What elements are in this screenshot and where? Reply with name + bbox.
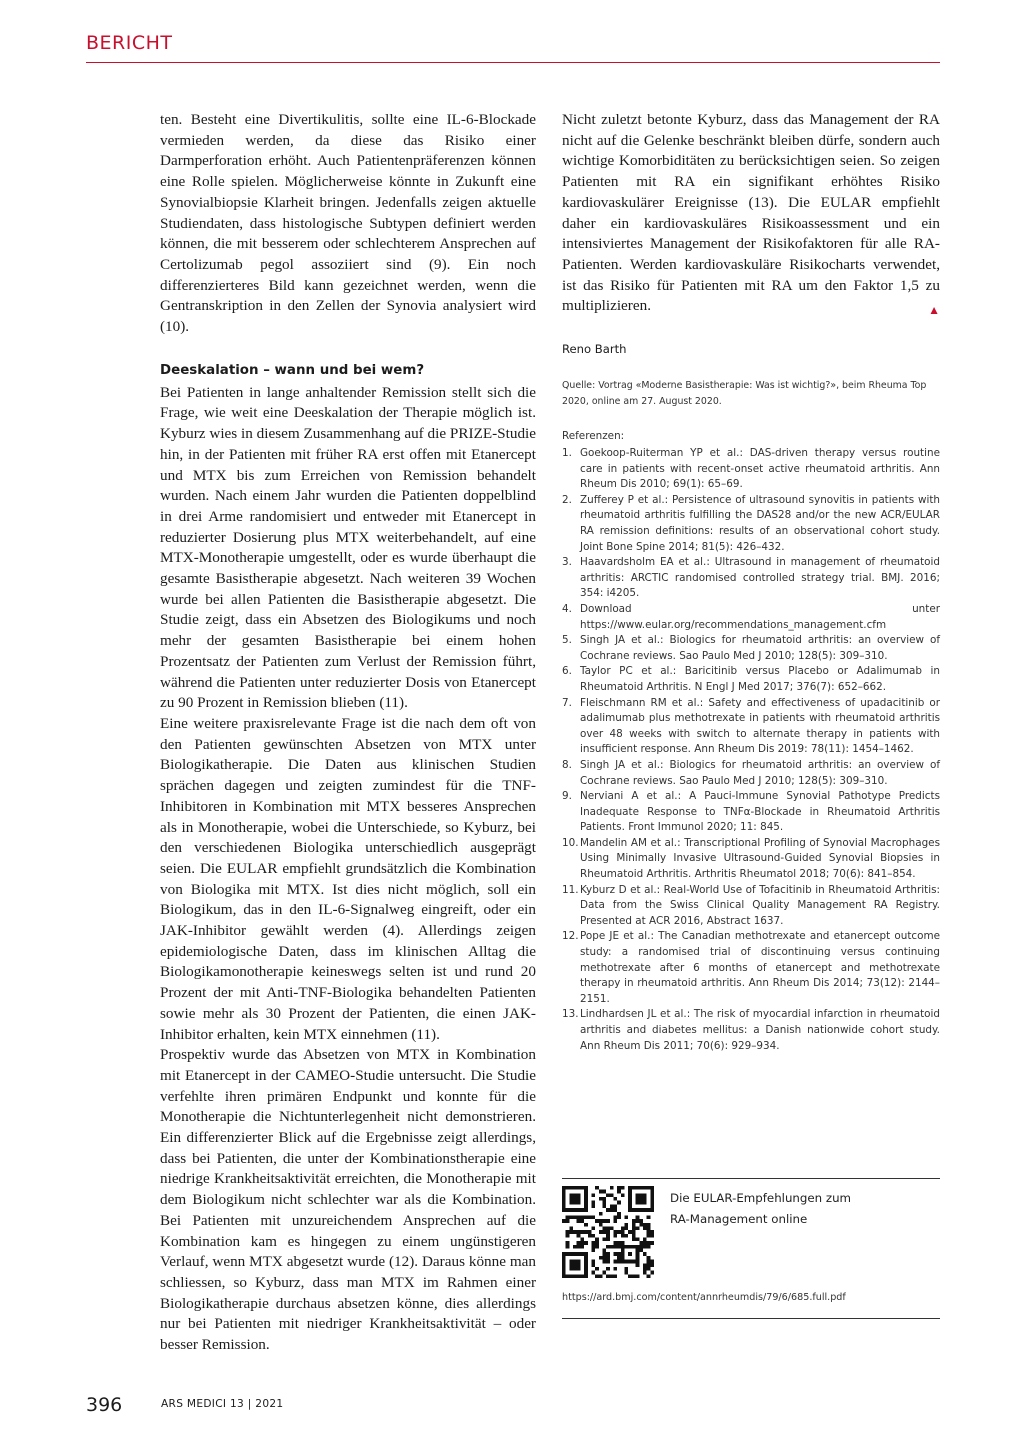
reference-number: 4. xyxy=(562,602,572,615)
reference-number: 7. xyxy=(562,696,572,709)
closing-paragraph xyxy=(562,110,940,317)
reference-item xyxy=(562,633,940,664)
right-column xyxy=(562,110,940,1054)
qr-url-link[interactable]: https://ard.bmj.com/content/annrheumdis/79/6/685.full.pdf xyxy=(562,1292,846,1303)
reference-text: Download unter https://www.eular.org/recommendations_management.cfm xyxy=(580,602,940,631)
reference-item xyxy=(562,446,940,493)
end-triangle-icon: ▲ xyxy=(928,303,940,318)
reference-text: Haavardsholm EA et al.: Ultrasound in management of rheumatoid arthritis: ARCTIC randomised controlled strategy trial. BMJ. 2016; 354: i4205. xyxy=(580,556,940,600)
reference-number: 2. xyxy=(562,493,572,506)
reference-number: 3. xyxy=(562,556,572,569)
header-divider xyxy=(86,62,940,63)
reference-text: Lindhardsen JL et al.: The risk of myocardial infarction in rheumatoid arthritis and diabetes mellitus: a Danish nationwide cohort study. Ann Rheum Dis 2011; 70(6): 929–934. xyxy=(580,1008,940,1052)
qr-code-icon[interactable] xyxy=(562,1186,654,1278)
page-number: 396 xyxy=(86,1394,123,1416)
references-heading: Referenzen: xyxy=(562,430,625,443)
reference-text: Singh JA et al.: Biologics for rheumatoid arthritis: an overview of Cochrane reviews. Sao Paulo Med J 2010; 128(5): 309–310. xyxy=(580,758,940,787)
reference-number: 10. xyxy=(562,836,579,849)
reference-item xyxy=(562,602,940,633)
qr-caption-line-1: Die EULAR-Empfehlungen zum xyxy=(670,1191,852,1205)
reference-number: 13. xyxy=(562,1008,579,1021)
reference-item xyxy=(562,664,940,695)
reference-text: Zufferey P et al.: Persistence of ultrasound synovitis in patients with rheumatoid arthritis fulfilling the DAS28 and/or the new ACR/EULAR RA remission definitions: results of an observational cohort study. Joint Bone Spine 2014; 81(5): 426–432. xyxy=(580,493,940,553)
paragraph-1: ten. Besteht eine Divertikulitis, sollte eine IL-6-Blockade vermieden werden, da diese das Risiko einer Darmperforation erhöht. Auch Patientenpräferenzen können eine Rolle spielen. Möglicherweise könnte in Zukunft eine Synovialbiopsie Klarheit bringen. Jedenfalls zeigen aktuelle Studiendaten, dass histologische Subtypen definiert werden können, die mit besserem oder schlechterem Ansprechen auf Certolizumab pegol assoziiert sind (9). Ein noch differenzierteres Bild kann gezeichnet werden, wenn die Gentranskription in den Zellen der Synovia analysiert wird (10). xyxy=(160,111,536,336)
reference-item xyxy=(562,555,940,602)
author: Reno Barth xyxy=(562,342,627,357)
reference-number: 1. xyxy=(562,447,572,460)
reference-text: Kyburz D et al.: Real-World Use of Tofacitinib in Rheumatoid Arthritis: Data from the Swiss Clinical Quality Management RA Registry. Presented at ACR 2016, Abstract 1637. xyxy=(580,883,940,927)
qr-caption xyxy=(670,1188,930,1230)
reference-item xyxy=(562,696,940,758)
reference-number: 8. xyxy=(562,758,572,771)
reference-text: Mandelin AM et al.: Transcriptional Profiling of Synovial Macrophages Using Minimally Invasive Ultrasound-Guided Synovial Biopsies in Rheumatoid Arthritis. Arthritis Rheumatol 2018; 70(6): 841–854. xyxy=(580,836,940,881)
left-column xyxy=(160,110,536,1356)
reference-item xyxy=(562,758,940,789)
section-heading: Deeskalation – wann und bei wem? xyxy=(160,362,425,378)
qr-box-top-rule xyxy=(562,1178,940,1179)
reference-number: 5. xyxy=(562,634,572,647)
paragraph-4: Prospektiv wurde das Absetzen von MTX in Kombination mit Etanercept in der CAMEO-Studie untersucht. Die Studie verfehlte ihren primären Endpunkt und konnte für die Monotherapie die Nichtunterlegenheit nicht demonstrieren. Ein differenzierter Blick auf die Ergebnisse zeigt allerdings, dass bei Patienten, die unter der Kombinationstherapie eine niedrige Krankheitsaktivität erreichten, die Monotherapie mit dem Biologikum nicht schlechter war als die Kombination. Bei Patienten mit unzureichendem Ansprechen auf die Kombination kam es hingegen zu einem ungünstigeren Verlauf, wenn MTX abgesetzt wurde (12). Daraus könne man schliessen, so Kyburz, dass man MTX im Rahmen einer Biologikatherapie durchaus absetzen könne, dies allerdings nur bei Patienten mit niedriger Krankheitsaktivität – oder besser Remission. xyxy=(160,1046,536,1354)
qr-caption-line-2: RA-Management online xyxy=(670,1212,808,1226)
reference-text: Fleischmann RM et al.: Safety and effectiveness of upadacitinib or adalimumab plus methotrexate in patients with rheumatoid arthritis over 48 weeks with switch to alternate therapy in patients with insufficient response. Ann Rheum Dis 2019: 78(11): 1454–1462. xyxy=(580,696,940,756)
reference-item xyxy=(562,1007,940,1054)
reference-item xyxy=(562,789,940,836)
closing-paragraph-text: Nicht zuletzt betonte Kyburz, dass das Management der RA nicht auf die Gelenke beschränkt bleiben dürfe, sondern auch wichtige Komorbiditäten zu berücksichtigen seien. So zeigen Patienten mit RA ein signifikant erhöhtes Risiko kardiovaskulärer Ereignisse (13). Die EULAR empfiehlt daher ein kardiovaskuläres Risikoassessment und ein intensiviertes Management der Risikofaktoren für alle RA-Patienten. Werden kardiovaskuläre Risikocharts verwendet, ist das Risiko für Patienten mit RA um den Faktor 1,5 zu multiplizieren. xyxy=(562,111,940,315)
reference-item xyxy=(562,929,940,1007)
reference-text: Taylor PC et al.: Baricitinib versus Placebo or Adalimumab in Rheumatoid Arthritis. N Engl J Med 2017; 376(7): 652–662. xyxy=(580,665,940,693)
qr-box-bottom-rule xyxy=(562,1318,940,1319)
references-list xyxy=(562,446,940,1054)
reference-text: Pope JE et al.: The Canadian methotrexate and etanercept outcome study: a randomised trial of discontinuing versus continuing methotrexate after 6 months of etanercept and methotrexate therapy in rheumatoid arthritis. Ann Rheum Dis 2014; 73(12): 2144–2151. xyxy=(580,930,940,1005)
reference-number: 12. xyxy=(562,930,579,943)
reference-number: 9. xyxy=(562,790,572,803)
reference-text: Goekoop-Ruiterman YP et al.: DAS-driven therapy versus routine care in patients with recent-onset active rheumatoid arthritis. Ann Rheum Dis 2010; 69(1): 65–69. xyxy=(580,447,940,491)
reference-text: Nerviani A et al.: A Pauci-Immune Synovial Pathotype Predicts Inadequate Response to TNFα-Blockade in Rheumatoid Arthritis Patients. Front Immunol 2020; 11: 845. xyxy=(580,790,940,834)
paragraph-3: Eine weitere praxisrelevante Frage ist die nach dem oft von den Patienten gewünschten Absetzen von MTX unter Biologikatherapie. Die Daten aus klinischen Studien sprächen dagegen und zeigten zumindest für die TNF-Inhibitoren in Kombination mit MTX besseres Ansprechen als in Monotherapie, wobei die Unterschiede, so Kyburz, bei den verschiedenen Biologika unterschiedlich ausgeprägt seien. Die EULAR empfiehlt grundsätzlich die Kombination von Biologika mit MTX. Ist dies nicht möglich, soll ein Biologikum, das in den IL-6-Signalweg eingreift, oder ein JAK-Inhibitor gewählt werden (4). Allerdings zeigen epidemiologische Daten, dass im klinischen Alltag die Biologikamonotherapie keineswegs selten ist und rund 20 Prozent der mit Anti-TNF-Biologika behandelten Patienten sowie mehr als 30 Prozent der Patienten, die einen JAK-Inhibitor erhalten, kein MTX einnehmen (11). xyxy=(160,714,536,1043)
paragraph-2: Bei Patienten in lange anhaltender Remission stellt sich die Frage, wie weit eine Deeskalation der Therapie möglich ist. Kyburz wies in diesem Zusammenhang auf die PRIZE-Studie hin, in der Patienten mit früher RA erst offen mit Etanercept und MTX bis zum Erreichen von Remission behandelt wurden. Nach einem Jahr wurden die Patienten doppelblind in drei Arme randomisiert und entweder mit Etanercept in reduzierter Dosierung plus MTX weiterbehandelt, auf eine MTX-Monotherapie umgestellt, oder es wurde überhaupt die gesamte Basistherapie abgesetzt. Nach weiteren 39 Wochen wurde bei allen Patienten die Basistherapie abgesetzt. Die Studie zeigt, dass ein Absetzen des Biologikums und noch mehr der gesamten Basistherapie bei einem hohen Prozentsatz der Patienten zum Verlust der Remission führt, während die Patienten unter reduzierter Dosis von Etanercept zu 90 Prozent in Remission blieben (11). xyxy=(160,383,536,712)
section-label: BERICHT xyxy=(86,32,173,54)
journal-issue: ARS MEDICI 13 | 2021 xyxy=(161,1398,284,1410)
reference-number: 6. xyxy=(562,665,572,678)
reference-item xyxy=(562,493,940,555)
reference-text: Singh JA et al.: Biologics for rheumatoid arthritis: an overview of Cochrane reviews. Sao Paulo Med J 2010; 128(5): 309–310. xyxy=(580,634,940,662)
source-note: Quelle: Vortrag «Moderne Basistherapie: Was ist wichtig?», beim Rheuma Top 2020, online am 27. August 2020. xyxy=(562,380,927,408)
reference-item xyxy=(562,836,940,883)
reference-item xyxy=(562,883,940,930)
reference-number: 11. xyxy=(562,883,579,896)
